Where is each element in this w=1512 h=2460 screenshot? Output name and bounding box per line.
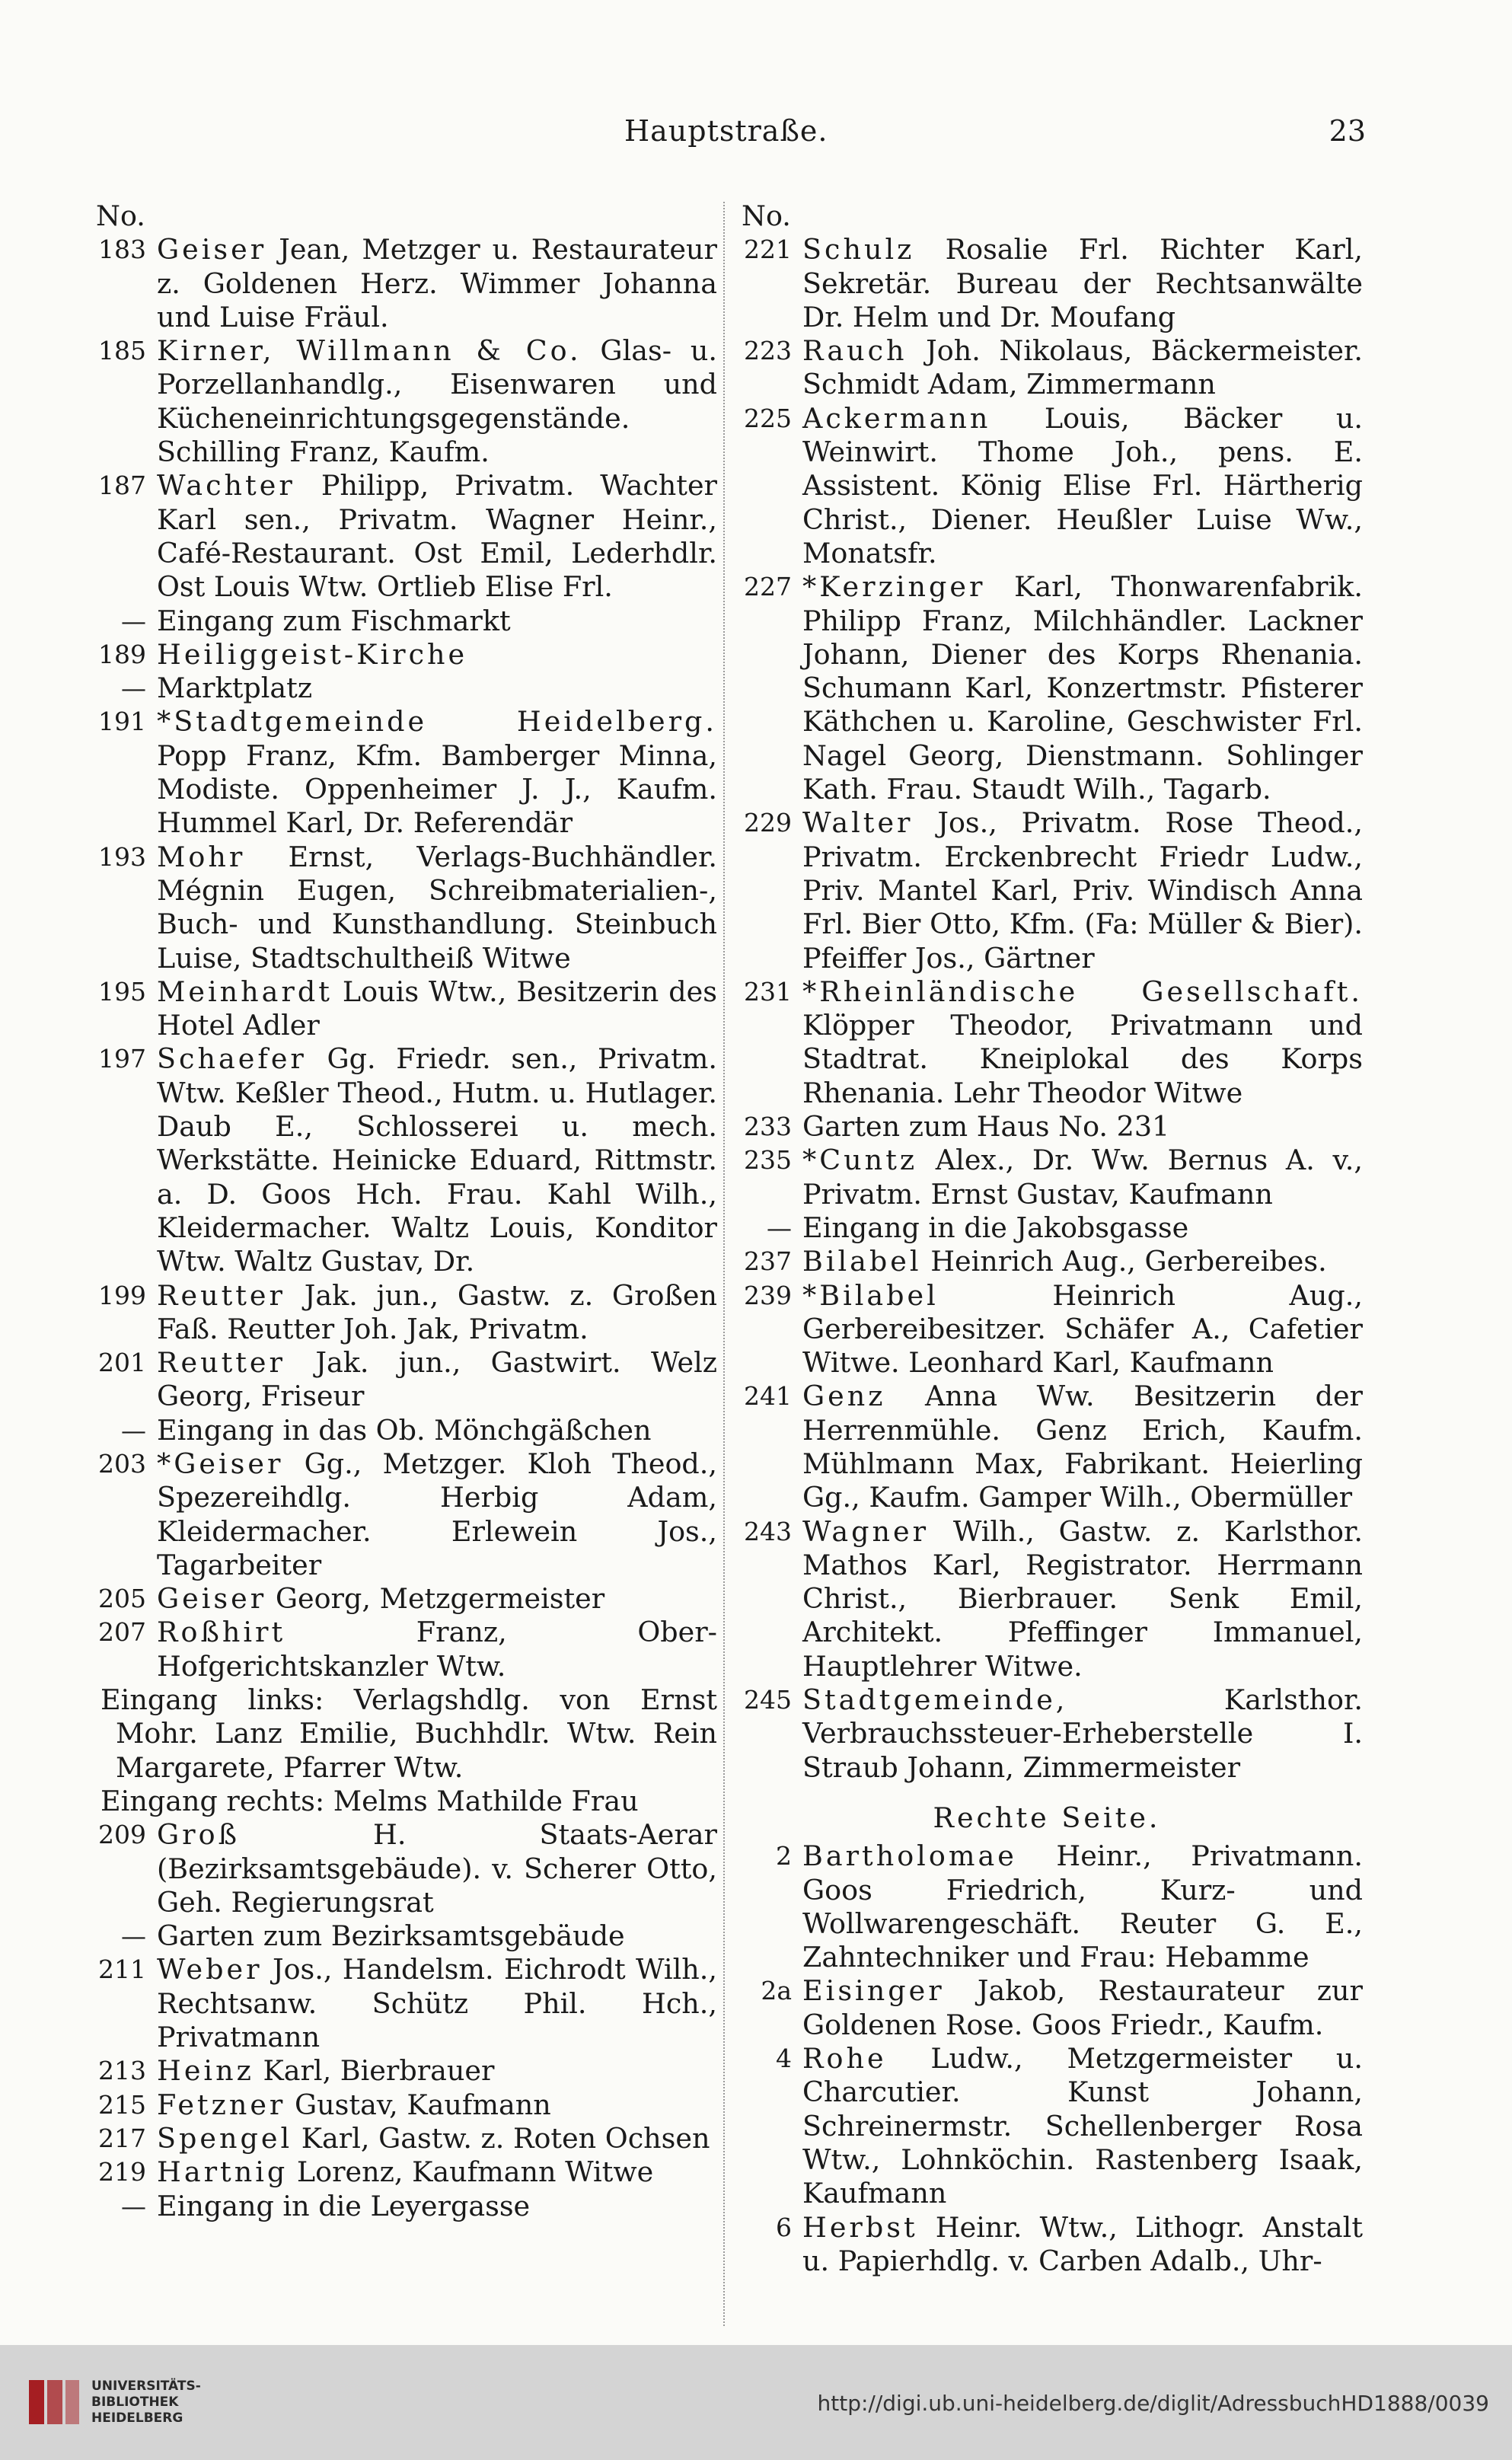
section-heading: Rechte Seite. — [933, 1801, 1161, 1834]
entry-details: Heinrich Aug., Gerbereibesitzer. Schäfer A., Cafetier Witwe. Leonhard Karl, Kaufmann — [802, 1278, 1363, 1380]
entry-text — [802, 2211, 1363, 2279]
house-number: 201 — [98, 1348, 146, 1378]
house-number: 209 — [98, 1820, 146, 1850]
resident-name: Roßhirt — [157, 1616, 286, 1649]
left-column — [85, 199, 717, 2223]
directory-entry — [731, 1974, 1363, 2042]
house-number: 2a — [761, 1976, 792, 2006]
directory-entry — [85, 1582, 717, 1616]
entry-text — [157, 705, 717, 840]
directory-entry — [85, 1414, 717, 1447]
house-number: 219 — [98, 2157, 146, 2187]
entry-details: Ludw., Metzgermeister u. Charcutier. Kunst Johann, Schreinermstr. Schellenberger Rosa Wtw., Lohnköchin. Rastenberg Isaak, Kaufmann — [802, 2042, 1363, 2210]
entry-text — [802, 1380, 1363, 1514]
entry-details: Louis Wtw., Besitzerin des Hotel Adler — [157, 975, 718, 1042]
resident-name: Meinhardt — [157, 975, 333, 1008]
entry-text — [802, 1245, 1363, 1278]
entry-text — [802, 1211, 1363, 1245]
directory-entry — [85, 2122, 717, 2155]
entry-text — [802, 1839, 1363, 1974]
entry-details: Karl, Thonwarenfabrik. Philipp Franz, Milchhändler. Lackner Johann, Diener des Korps Rhenania. Schumann Karl, Konzertmstr. Pfisterer Käthchen u. Karoline, Geschwister Frl. Nagel Georg, Dienstmann. Sohlinger Kath. Frau. Staudt Wilh., Tagarb. — [802, 570, 1363, 806]
entry-text — [802, 402, 1363, 570]
entry-details: Garten zum Haus No. 231 — [802, 1110, 1170, 1144]
directory-entry — [85, 1953, 717, 2054]
resident-name: Rohe — [802, 2042, 887, 2076]
house-number: 193 — [98, 841, 146, 872]
directory-entry — [85, 1919, 717, 1953]
entry-details: Anna Ww. Besitzerin der Herrenmühle. Genz Erich, Kaufm. Mühlmann Max, Fabrikant. Heierling Gg., Kaufm. Gamper Wilh., Obermüller — [802, 1380, 1364, 1514]
entry-details: Ernst, Verlags-Buchhändler. Mégnin Eugen, Schreibmaterialien-, Buch- und Kunsthandlung. Steinbuch Luise, Stadtschultheiß Witwe — [157, 840, 717, 975]
directory-entry — [85, 705, 717, 840]
entry-text — [157, 605, 717, 638]
house-number: 195 — [98, 976, 146, 1007]
directory-entry — [731, 233, 1363, 334]
resident-name: Geiser — [157, 1582, 267, 1616]
house-number: — — [121, 1921, 146, 1951]
house-number: 197 — [98, 1044, 146, 1074]
entry-list — [731, 1839, 1363, 2278]
house-number: 191 — [98, 707, 146, 737]
resident-name: Mohr — [157, 840, 246, 873]
house-number: 207 — [98, 1617, 146, 1648]
entry-details: Jean, Metzger u. Restaurateur z. Goldenen Herz. Wimmer Johanna und Luise Fräul. — [157, 233, 717, 333]
house-number: 231 — [744, 976, 792, 1007]
directory-entry — [731, 1515, 1363, 1683]
library-logo-icon — [27, 2379, 81, 2426]
resident-name: Geiser — [157, 233, 267, 266]
entry-text — [802, 1144, 1363, 1211]
logo-line: UNIVERSITÄTS- — [91, 2379, 201, 2394]
house-number: 217 — [98, 2123, 146, 2153]
entry-text — [802, 570, 1363, 806]
house-number: 205 — [98, 1584, 146, 1614]
house-number: 225 — [744, 403, 792, 433]
entry-text — [802, 334, 1363, 402]
entry-details: Eingang zum Fischmarkt — [157, 604, 511, 637]
entry-details: Garten zum Bezirksamtsgebäude — [157, 1919, 625, 1953]
directory-entry — [731, 1380, 1363, 1514]
house-number: 185 — [98, 336, 146, 366]
entry-text — [157, 2190, 717, 2223]
entry-text — [157, 975, 717, 1043]
entry-details: Alex., Dr. Ww. Bernus A. v., Privatm. Ernst Gustav, Kaufmann — [802, 1144, 1364, 1211]
running-head — [0, 114, 1512, 160]
entry-text — [157, 638, 717, 672]
entry-text — [157, 2122, 717, 2155]
house-number: 239 — [744, 1280, 792, 1310]
directory-entry — [731, 570, 1363, 806]
entry-details: Popp Franz, Kfm. Bamberger Minna, Modiste. Oppenheimer J. J., Kaufm. Hummel Karl, Dr. Referendär — [157, 739, 717, 840]
directory-entry — [85, 2088, 717, 2122]
resident-name: Heiliggeist-Kirche — [157, 637, 468, 671]
resident-name: Bartholomae — [802, 1839, 1017, 1873]
house-number: 233 — [744, 1112, 792, 1142]
entry-details: Eingang in die Jakobsgasse — [802, 1211, 1189, 1244]
entry-text — [157, 841, 717, 975]
entry-details: Gustav, Kaufmann — [295, 2088, 551, 2121]
entry-text — [157, 1919, 717, 1953]
directory-entry — [731, 1144, 1363, 1211]
entry-details: Heinr., Privatmann. Goos Friedrich, Kurz- und Wollwarengeschäft. Reuter G. E., Zahntechniker und Frau: Hebamme — [802, 1839, 1363, 1974]
resident-name: Heinz — [157, 2054, 254, 2088]
house-number: 4 — [776, 2044, 792, 2074]
entry-text — [157, 1582, 717, 1616]
directory-entry — [85, 233, 717, 334]
directory-entry — [85, 605, 717, 638]
resident-name: Walter — [802, 806, 914, 840]
resident-name: Wachter — [157, 469, 295, 503]
resident-name: Ackermann — [802, 401, 991, 435]
right-column — [731, 199, 1363, 2278]
entry-text — [157, 2088, 717, 2122]
resident-name: Spengel — [157, 2121, 293, 2155]
house-number: 223 — [744, 336, 792, 366]
directory-entry — [731, 2042, 1363, 2210]
house-number: 2 — [776, 1841, 792, 1871]
directory-entry — [731, 1279, 1363, 1380]
entry-text — [802, 1515, 1363, 1683]
column-heading: No. — [742, 199, 791, 232]
entry-details: Jos., Privatm. Rose Theod., Privatm. Erckenbrecht Friedr Ludw., Priv. Mantel Karl, Priv. Windisch Anna Frl. Bier Otto, Kfm. (Fa: Müller & Bier). Pfeiffer Jos., Gärtner — [802, 806, 1363, 975]
resident-name: Rauch — [802, 334, 908, 368]
resident-name: Weber — [157, 1953, 263, 1986]
directory-entry — [731, 1839, 1363, 1974]
directory-entry — [85, 841, 717, 975]
logo-line: HEIDELBERG — [91, 2411, 183, 2426]
entry-text — [157, 2054, 717, 2088]
entry-details: Eingang in das Ob. Mönchgäßchen — [157, 1413, 652, 1447]
house-number: 241 — [744, 1381, 792, 1412]
entry-details: Jakob, Restaurateur zur Goldenen Rose. Goos Friedr., Kaufm. — [802, 1974, 1363, 2041]
entrance-notes — [85, 1683, 717, 1818]
house-number: — — [121, 673, 146, 704]
directory-entry — [731, 806, 1363, 975]
footer-band — [0, 2345, 1512, 2460]
resident-name: *Geiser — [157, 1447, 284, 1480]
entry-details: Wilh., Gastw. z. Karlsthor. Mathos Karl, Registrator. Herrmann Christ., Bierbrauer. Senk Emil, Architekt. Pfeffinger Immanuel, Hauptlehrer Witwe. — [802, 1514, 1363, 1683]
entry-details: Jak. jun., Gastwirt. Welz Georg, Friseur — [157, 1346, 717, 1413]
entry-details: H. Staats-Aerar (Bezirksamtsgebäude). v. Scherer Otto, Geh. Regierungsrat — [157, 1818, 717, 1919]
house-number: 245 — [744, 1685, 792, 1715]
entry-text — [157, 672, 717, 705]
resident-name: Reutter — [157, 1278, 285, 1312]
entry-text — [802, 975, 1363, 1110]
resident-name: Schulz — [802, 233, 915, 266]
directory-entry — [85, 1279, 717, 1347]
page-number: 23 — [1329, 114, 1366, 148]
entry-text — [157, 1818, 717, 1919]
resident-name: Genz — [802, 1380, 886, 1413]
resident-name: Stadtgemeinde, — [802, 1683, 1068, 1717]
house-number: 221 — [744, 235, 792, 265]
entry-details: Jak. jun., Gastw. z. Großen Faß. Reutter Joh. Jak, Privatm. — [157, 1278, 717, 1345]
house-number: 199 — [98, 1280, 146, 1310]
entrance-note: Eingang links: Verlagshdlg. von Ernst Mohr. Lanz Emilie, Buchhdlr. Wtw. Rein Margarete, Pfarrer Wtw. — [100, 1683, 717, 1784]
directory-entry — [85, 975, 717, 1043]
resident-name: *Stadtgemeinde Heidelberg. — [157, 705, 717, 739]
entry-details: Jos., Handelsm. Eichrodt Wilh., Rechtsanw. Schütz Phil. Hch., Privatmann — [157, 1953, 717, 2054]
entry-details: Glas- u. Porzellanhandlg., Eisenwaren und Kücheneinrichtungsgegenstände. Schilling Franz, Kaufm. — [157, 334, 717, 469]
house-number: 235 — [744, 1145, 792, 1176]
resident-name: Groß — [157, 1818, 240, 1852]
entry-details: Joh. Nikolaus, Bäckermeister. Schmidt Adam, Zimmermann — [802, 334, 1363, 401]
resident-name: Bilabel — [802, 1245, 922, 1278]
resident-name: *Kerzinger — [802, 570, 986, 604]
resident-name: Wagner — [802, 1514, 930, 1548]
entry-details: Gg., Metzger. Kloh Theod., Spezereihdlg. Herbig Adam, Kleidermacher. Erlewein Jos., Tagarbeiter — [157, 1447, 717, 1581]
resident-name: Kirner, Willmann & Co. — [157, 334, 582, 368]
entry-details: Heinrich Aug., Gerbereibes. — [930, 1245, 1327, 1278]
directory-entry — [731, 1683, 1363, 1785]
entry-details: Karl, Gastw. z. Roten Ochsen — [301, 2121, 710, 2155]
page-title: Hauptstraße. — [624, 114, 828, 148]
entry-details: Klöpper Theodor, Privatmann und Stadtrat. Kneiplokal des Korps Rhenania. Lehr Theodor Witwe — [802, 1009, 1363, 1109]
entry-list — [85, 233, 717, 1683]
directory-entry — [85, 672, 717, 705]
entrance-note: Eingang rechts: Melms Mathilde Frau — [100, 1784, 639, 1817]
entry-details: Lorenz, Kaufmann Witwe — [296, 2155, 654, 2189]
house-number: — — [767, 1212, 792, 1243]
entry-details: Georg, Metzgermeister — [275, 1582, 605, 1616]
entry-text — [157, 469, 717, 604]
entry-text — [802, 2042, 1363, 2210]
entry-list — [731, 233, 1363, 1785]
entry-text — [802, 1683, 1363, 1785]
house-number: 211 — [98, 1954, 146, 1985]
house-number: 243 — [744, 1516, 792, 1546]
entry-text — [157, 233, 717, 334]
source-url[interactable]: http://digi.ub.uni-heidelberg.de/diglit/AdressbuchHD1888/0039 — [817, 2391, 1489, 2416]
resident-name: *Rheinländische Gesellschaft. — [802, 975, 1363, 1008]
directory-entry — [85, 638, 717, 672]
house-number: 213 — [98, 2056, 146, 2086]
entry-text — [157, 1414, 717, 1447]
entry-details: Karlsthor. Verbrauchssteuer-Erheberstelle I. Straub Johann, Zimmermeister — [802, 1683, 1363, 1784]
entry-text — [802, 1279, 1363, 1380]
directory-entry — [85, 2190, 717, 2223]
resident-name: Fetzner — [157, 2088, 286, 2121]
house-number: 203 — [98, 1448, 146, 1479]
resident-name: *Bilabel — [802, 1278, 939, 1312]
entry-details: Karl, Bierbrauer — [263, 2054, 495, 2088]
directory-entry — [731, 1245, 1363, 1278]
house-number: — — [121, 1415, 146, 1445]
entry-details: Louis, Bäcker u. Weinwirt. Thome Joh., pens. E. Assistent. König Elise Frl. Härtherig Christ., Diener. Heußler Luise Ww., Monatsfr. — [802, 401, 1364, 570]
entry-text — [802, 1110, 1363, 1144]
resident-name: Reutter — [157, 1346, 285, 1380]
entry-text — [157, 1042, 717, 1278]
entry-text — [157, 2155, 717, 2189]
directory-entry — [731, 1211, 1363, 1245]
house-number: 187 — [98, 471, 146, 501]
entry-text — [157, 1447, 717, 1582]
column-divider — [723, 202, 725, 2326]
entry-text — [157, 1346, 717, 1414]
logo-line: BIBLIOTHEK — [91, 2395, 179, 2410]
entry-details: Eingang in die Leyergasse — [157, 2189, 531, 2222]
house-number: 183 — [98, 235, 146, 265]
house-number: — — [121, 605, 146, 636]
resident-name: *Cuntz — [802, 1144, 918, 1177]
directory-entry — [85, 1346, 717, 1414]
entry-text — [802, 1974, 1363, 2042]
house-number: 215 — [98, 2089, 146, 2120]
directory-entry — [85, 334, 717, 469]
resident-name: Eisinger — [802, 1974, 945, 2008]
house-number: 6 — [776, 2212, 792, 2242]
entry-details: Philipp, Privatm. Wachter Karl sen., Privatm. Wagner Heinr., Café-Restaurant. Ost Emil, Lederhdlr. Ost Louis Wtw. Ortlieb Elise Frl. — [157, 469, 717, 604]
entry-text — [157, 334, 717, 469]
entry-details: Franz, Ober-Hofgerichtskanzler Wtw. — [157, 1616, 717, 1683]
directory-entry — [85, 2155, 717, 2189]
resident-name: Hartnig — [157, 2155, 289, 2189]
entry-details: Heinr. Wtw., Lithogr. Anstalt u. Papierhdlg. v. Carben Adalb., Uhr- — [802, 2210, 1363, 2277]
directory-entry — [731, 402, 1363, 570]
directory-entry — [731, 1110, 1363, 1144]
entry-text — [802, 806, 1363, 975]
house-number: 237 — [744, 1246, 792, 1277]
house-number: 229 — [744, 808, 792, 838]
directory-entry — [85, 2054, 717, 2088]
directory-entry — [731, 2211, 1363, 2279]
library-logo-text — [91, 2379, 274, 2426]
directory-entry — [731, 334, 1363, 402]
house-number: 189 — [98, 639, 146, 669]
column-heading: No. — [96, 199, 145, 232]
entry-text — [157, 1279, 717, 1347]
entry-list — [85, 1818, 717, 2223]
directory-entry — [85, 1042, 717, 1278]
resident-name: Schaefer — [157, 1042, 307, 1076]
entry-details: Marktplatz — [157, 672, 313, 705]
directory-entry — [731, 975, 1363, 1110]
resident-name: Herbst — [802, 2210, 918, 2244]
entry-text — [802, 233, 1363, 334]
house-number: — — [121, 2190, 146, 2221]
entry-text — [157, 1953, 717, 2054]
directory-entry — [85, 1818, 717, 1919]
entry-details: Rosalie Frl. Richter Karl, Sekretär. Bureau der Rechtsanwälte Dr. Helm und Dr. Moufang — [802, 233, 1363, 333]
house-number: 227 — [744, 572, 792, 602]
directory-entry — [85, 1616, 717, 1683]
directory-entry — [85, 1447, 717, 1582]
directory-entry — [85, 469, 717, 604]
entry-text — [157, 1616, 717, 1683]
entry-details: Gg. Friedr. sen., Privatm. Wtw. Keßler Theod., Hutm. u. Hutlager. Daub E., Schlosserei u. mech. Werkstätte. Heinicke Eduard, Rittmstr. a. D. Goos Hch. Frau. Kahl Wilh., Kleidermacher. Waltz Louis, Konditor Wtw. Waltz Gustav, Dr. — [157, 1042, 717, 1278]
